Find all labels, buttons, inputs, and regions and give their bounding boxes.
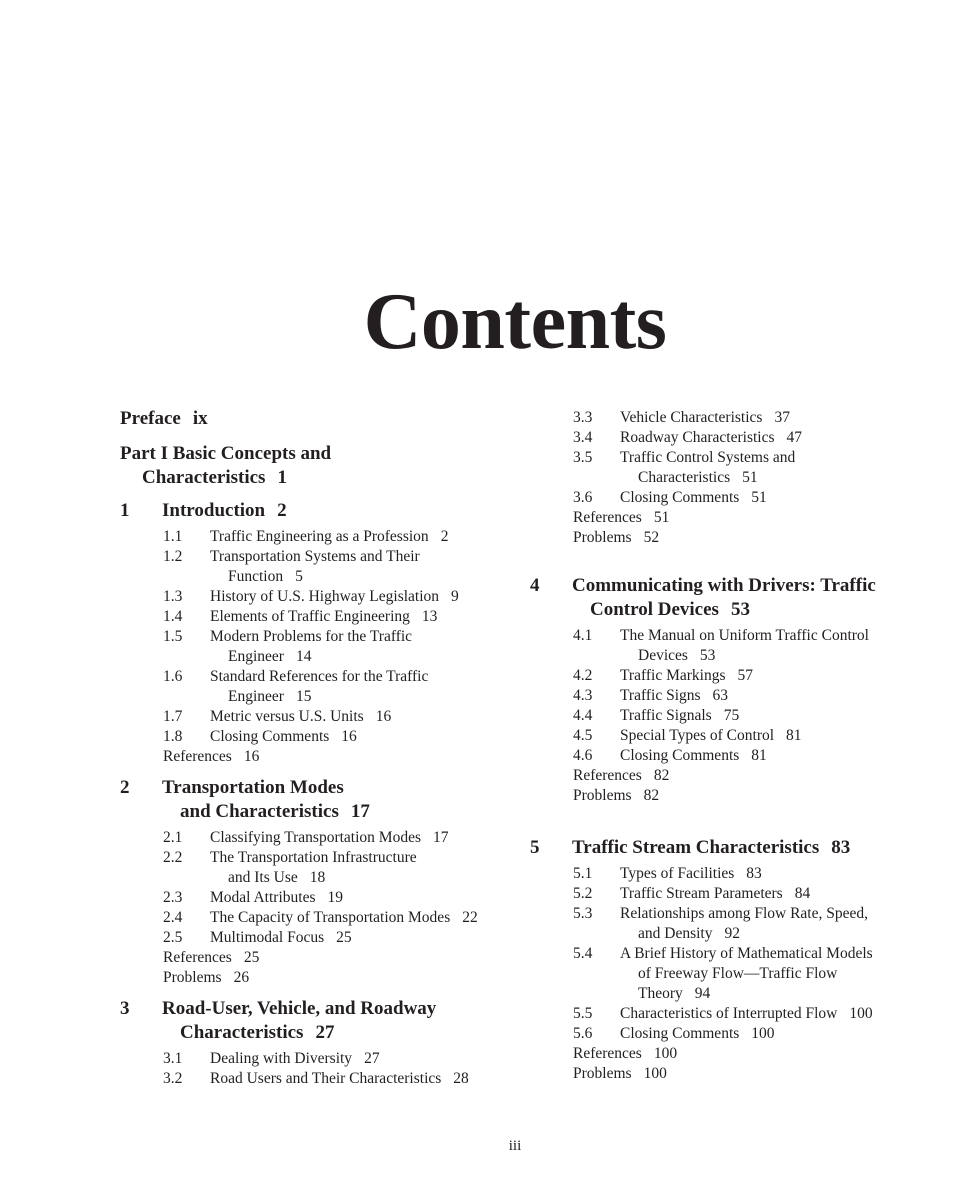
section-title: Types of Facilities — [620, 865, 735, 882]
page-number: 37 — [774, 409, 790, 426]
section-number: 1.6 — [163, 668, 183, 685]
section-title: Traffic Markings — [620, 667, 726, 684]
page-number: 17 — [350, 801, 370, 822]
toc-section[interactable] — [163, 627, 520, 667]
section-title: Transportation Systems and Their — [210, 548, 420, 565]
chapter-title-cont: and Characteristics — [180, 801, 339, 822]
section-title: The Transportation Infrastructure — [210, 849, 417, 866]
entry-title: References — [573, 767, 642, 784]
entry-title: Problems — [573, 787, 632, 804]
section-number: 4.2 — [573, 667, 593, 684]
section-title: Characteristics of Interrupted Flow — [620, 1005, 838, 1022]
toc-section[interactable] — [573, 884, 930, 904]
toc-references[interactable] — [573, 766, 930, 786]
page-number: 75 — [723, 707, 740, 724]
toc-section[interactable] — [573, 1004, 930, 1024]
section-title: Traffic Engineering as a Profession — [210, 528, 429, 545]
page-number: 84 — [794, 885, 811, 902]
section-title: Modern Problems for the Traffic — [210, 628, 413, 645]
section-title: Traffic Signals — [620, 707, 712, 724]
section-title: The Manual on Uniform Traffic Control — [620, 627, 869, 644]
section-number: 5.3 — [573, 905, 593, 922]
section-number: 1.7 — [163, 708, 183, 725]
page-number: 19 — [327, 889, 343, 906]
toc-section[interactable] — [163, 707, 520, 727]
toc-section[interactable] — [573, 686, 930, 706]
toc-section[interactable] — [573, 1024, 930, 1044]
section-number: 1.3 — [163, 588, 183, 605]
page-number: 13 — [421, 608, 438, 625]
toc-chapter-2[interactable] — [120, 776, 520, 824]
page-number: 9 — [451, 588, 459, 605]
chapter-number: 2 — [120, 777, 130, 798]
section-title-cont: of Freeway Flow—Traffic Flow — [638, 965, 838, 982]
page-number: 57 — [737, 667, 753, 684]
page-number: 17 — [432, 829, 449, 846]
part-title: Part I Basic Concepts and — [120, 443, 332, 464]
section-title-cont: and Its Use — [228, 869, 298, 886]
toc-section[interactable] — [163, 1069, 520, 1089]
page-number: 5 — [295, 568, 303, 585]
section-title-cont: Engineer — [228, 688, 284, 705]
page-folio: iii — [508, 1138, 522, 1154]
toc-section[interactable] — [573, 864, 930, 884]
page-number: 81 — [786, 727, 802, 744]
toc-column-right — [530, 406, 930, 1084]
section-number: 5.6 — [573, 1025, 593, 1042]
section-title: Closing Comments — [620, 747, 740, 764]
toc-section[interactable] — [163, 667, 520, 707]
section-title-cont: Theory — [638, 985, 683, 1002]
section-title: Traffic Stream Parameters — [620, 885, 783, 902]
section-title: A Brief History of Mathematical Models — [620, 945, 873, 962]
toc-section[interactable] — [163, 908, 520, 928]
section-number: 2.3 — [163, 889, 183, 906]
section-title: Elements of Traffic Engineering — [210, 608, 410, 625]
section-number: 5.2 — [573, 885, 593, 902]
entry-title: Problems — [163, 969, 222, 986]
page-number: 81 — [751, 747, 767, 764]
toc-section[interactable] — [163, 928, 520, 948]
page-number: 100 — [751, 1025, 775, 1042]
toc-chapter-5[interactable] — [530, 836, 930, 860]
chapter-number: 4 — [530, 575, 540, 596]
section-number: 2.2 — [163, 849, 183, 866]
section-number: 1.8 — [163, 728, 183, 745]
toc-chapter-4[interactable] — [530, 574, 930, 622]
toc-section[interactable] — [573, 488, 930, 508]
page-number: 82 — [653, 767, 670, 784]
chapter-title: Introduction — [162, 500, 266, 521]
section-list — [163, 1049, 520, 1089]
toc-section[interactable] — [573, 666, 930, 686]
toc-section[interactable] — [573, 706, 930, 726]
page-number: 83 — [831, 837, 851, 858]
page-number: 18 — [309, 869, 326, 886]
section-title: Classifying Transportation Modes — [210, 829, 421, 846]
section-title-cont: Engineer — [228, 648, 284, 665]
toc-section[interactable] — [573, 626, 930, 666]
section-list — [163, 527, 520, 767]
toc-problems[interactable] — [573, 786, 930, 806]
section-number: 2.5 — [163, 929, 183, 946]
section-number: 5.1 — [573, 865, 593, 882]
toc-section[interactable] — [163, 547, 520, 587]
section-title-cont: Function — [228, 568, 284, 585]
toc-references[interactable] — [573, 1044, 930, 1064]
page-number: 14 — [295, 648, 312, 665]
chapter-title: Transportation Modes — [162, 777, 344, 798]
section-number: 5.5 — [573, 1005, 593, 1022]
page-number: 16 — [375, 708, 392, 725]
page-number: 94 — [694, 985, 711, 1002]
section-number: 3.1 — [163, 1050, 183, 1067]
page-number: 27 — [364, 1050, 380, 1067]
toc-references[interactable] — [163, 747, 520, 767]
toc-section[interactable] — [163, 587, 520, 607]
page-number: 2 — [277, 500, 287, 521]
page-number: 92 — [724, 925, 740, 942]
chapter-title: Communicating with Drivers: Traffic — [572, 575, 876, 596]
chapter-title-cont: Characteristics — [180, 1022, 304, 1043]
section-title: Roadway Characteristics — [620, 429, 775, 446]
section-number: 3.5 — [573, 449, 593, 466]
page-number: 51 — [751, 489, 767, 506]
page-number: 22 — [462, 909, 478, 926]
section-list — [573, 408, 930, 548]
page-number: 27 — [315, 1022, 335, 1043]
page-number: 53 — [730, 599, 750, 620]
toc-section[interactable] — [573, 746, 930, 766]
section-number: 4.1 — [573, 627, 593, 644]
toc-entry-part-1[interactable] — [120, 442, 520, 490]
section-title: Closing Comments — [210, 728, 330, 745]
toc-section[interactable] — [573, 944, 930, 1004]
page-title: Contents — [363, 278, 667, 366]
toc-problems[interactable] — [573, 528, 930, 548]
section-number: 3.6 — [573, 489, 593, 506]
chapter-number: 5 — [530, 837, 540, 858]
toc-section[interactable] — [163, 727, 520, 747]
page-number: 16 — [243, 748, 260, 765]
toc-section[interactable] — [573, 428, 930, 448]
section-number: 3.3 — [573, 409, 593, 426]
toc-section[interactable] — [163, 848, 520, 888]
section-number: 1.5 — [163, 628, 183, 645]
page-number: 25 — [336, 929, 352, 946]
section-list — [573, 626, 930, 806]
chapter-number: 1 — [120, 500, 130, 521]
toc-section[interactable] — [163, 828, 520, 848]
chapter-title-cont: Control Devices — [590, 599, 719, 620]
page-number: 26 — [233, 969, 250, 986]
section-number: 4.5 — [573, 727, 593, 744]
entry-title: References — [573, 1045, 642, 1062]
page-number: 15 — [295, 688, 312, 705]
page-number: 51 — [653, 509, 670, 526]
entry-title: References — [163, 748, 232, 765]
toc-entry-preface[interactable] — [120, 406, 520, 432]
toc-section[interactable] — [163, 527, 520, 547]
section-title: Traffic Control Systems and — [620, 449, 796, 466]
entry-title: Problems — [573, 529, 632, 546]
section-title: Road Users and Their Characteristics — [210, 1070, 442, 1087]
section-title: Standard References for the Traffic — [210, 668, 429, 685]
section-number: 4.6 — [573, 747, 593, 764]
section-number: 1.2 — [163, 548, 183, 565]
toc-section[interactable] — [163, 607, 520, 627]
section-title: History of U.S. Highway Legislation — [210, 588, 440, 605]
section-number: 1.4 — [163, 608, 183, 625]
section-number: 1.1 — [163, 528, 183, 545]
page-number: 52 — [643, 529, 660, 546]
section-number: 3.2 — [163, 1070, 183, 1087]
section-title-cont: Devices — [638, 647, 688, 664]
toc-references[interactable] — [163, 948, 520, 968]
chapter-title: Traffic Stream Characteristics — [572, 837, 820, 858]
page-number: 53 — [699, 647, 716, 664]
page-number: ix — [192, 408, 208, 429]
section-title: Vehicle Characteristics — [620, 409, 763, 426]
toc-section[interactable] — [573, 408, 930, 428]
entry-title: Preface — [120, 408, 181, 429]
section-title: The Capacity of Transportation Modes — [210, 909, 451, 926]
section-title: Closing Comments — [620, 1025, 740, 1042]
section-title: Multimodal Focus — [210, 929, 325, 946]
section-number: 5.4 — [573, 945, 593, 962]
page-number: 100 — [653, 1045, 678, 1062]
page-number: 47 — [786, 429, 803, 446]
part-title-cont: Characteristics — [142, 467, 266, 488]
page-number: 25 — [243, 949, 260, 966]
section-list — [573, 864, 930, 1084]
page-number: 63 — [712, 687, 729, 704]
toc-problems[interactable] — [573, 1064, 930, 1084]
page-number: 82 — [643, 787, 660, 804]
page-number: 1 — [277, 467, 287, 488]
toc-section[interactable] — [163, 1049, 520, 1069]
toc-references[interactable] — [573, 508, 930, 528]
toc-column-left — [120, 406, 520, 1089]
section-number: 4.3 — [573, 687, 593, 704]
section-number: 3.4 — [573, 429, 593, 446]
page-number: 83 — [746, 865, 762, 882]
toc-section[interactable] — [573, 904, 930, 944]
section-title: Modal Attributes — [210, 889, 316, 906]
section-title: Metric versus U.S. Units — [210, 708, 364, 725]
section-number: 2.1 — [163, 829, 183, 846]
toc-section[interactable] — [573, 726, 930, 746]
page-number: 100 — [643, 1065, 667, 1082]
toc-problems[interactable] — [163, 968, 520, 988]
chapter-number: 3 — [120, 998, 130, 1019]
section-title-cont: and Density — [638, 925, 713, 942]
page-number: 100 — [849, 1005, 873, 1022]
toc-chapter-1[interactable] — [120, 499, 520, 523]
section-list — [163, 828, 520, 988]
page-number: 28 — [453, 1070, 469, 1087]
section-title: Special Types of Control — [620, 727, 775, 744]
page-number: 2 — [440, 528, 449, 545]
section-number: 2.4 — [163, 909, 183, 926]
chapter-title: Road-User, Vehicle, and Roadway — [162, 998, 437, 1019]
entry-title: References — [163, 949, 232, 966]
section-title-cont: Characteristics — [638, 469, 731, 486]
page-number: 51 — [742, 469, 758, 486]
section-title: Relationships among Flow Rate, Speed, — [620, 905, 868, 922]
entry-title: References — [573, 509, 642, 526]
section-title: Traffic Signs — [620, 687, 701, 704]
section-number: 4.4 — [573, 707, 593, 724]
toc-chapter-3[interactable] — [120, 997, 520, 1045]
entry-title: Problems — [573, 1065, 632, 1082]
toc-section[interactable] — [573, 448, 930, 488]
page-number: 16 — [341, 728, 357, 745]
section-title: Closing Comments — [620, 489, 740, 506]
toc-section[interactable] — [163, 888, 520, 908]
section-title: Dealing with Diversity — [210, 1050, 353, 1067]
